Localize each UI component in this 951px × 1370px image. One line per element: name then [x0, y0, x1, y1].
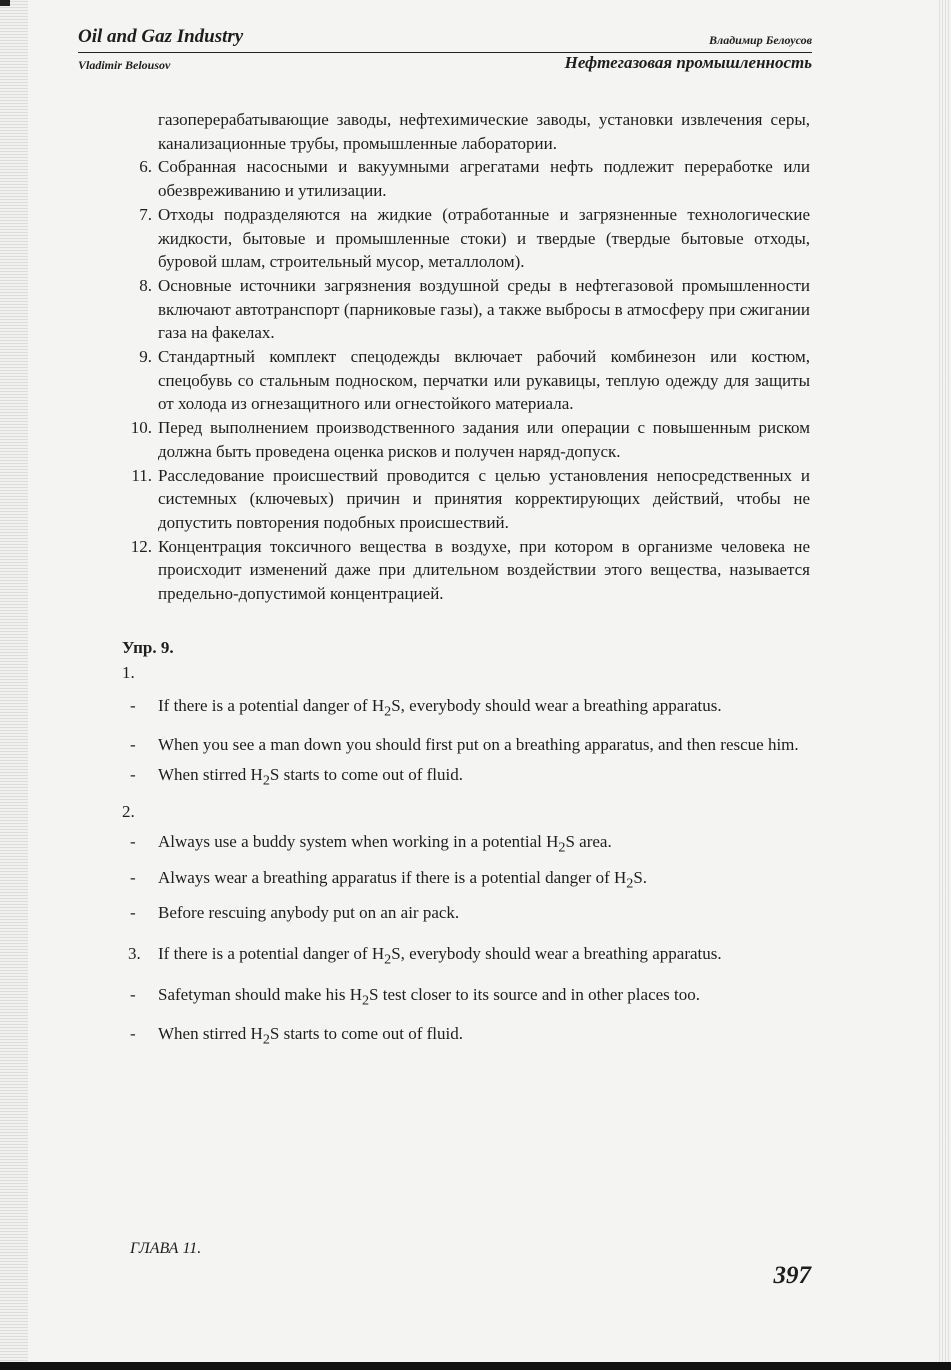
running-header: [78, 24, 812, 73]
list-item: [122, 535, 810, 606]
answer-line: - Always wear a breathing apparatus if there is a potential danger of $H_2S$.: [130, 867, 648, 892]
item-number: 10.: [130, 418, 152, 438]
exercise-answers: [122, 661, 810, 1051]
answer-line: - When stirred $H_2S$ starts to come out of fluid.: [130, 764, 464, 789]
dash-marker: -: [130, 734, 136, 754]
answer-line: - Before rescuing anybody put on an air pack.: [122, 901, 810, 925]
answer-line: 3. If there is a potential danger of $H_2S$, everybody should wear a breathing apparatus.: [122, 939, 810, 974]
answer-line: - Always use a buddy system when working in a potential $H_2S$ area.: [130, 832, 612, 856]
list-item: [122, 416, 810, 463]
group-number: 2.: [122, 802, 135, 822]
chapter-label: ГЛАВА 11.: [130, 1240, 202, 1257]
item-number: 9.: [139, 347, 152, 367]
item-text: Отходы подразделяются на жидкие (отработанные и загрязненные технологические жидкости, бытовые и промышленные стоки) и твердые (твердые бытовые отходы, буровой шлам, строительный мусор, металлолом).: [158, 204, 810, 272]
exercise-heading: Упр. 9.: [122, 637, 174, 657]
item-text: Собранная насосными и вакуумными агрегатами нефть подлежит переработке или обезвреживанию и утилизации.: [158, 157, 810, 201]
page-number: 397: [773, 1262, 811, 1289]
item-text: Перед выполнением производственного задания или операции с повышенным риском должна быть проведена оценка рисков и получен наряд-допуск.: [158, 418, 810, 461]
answer-line: - If there is a potential danger of $H_2S$, everybody should wear a breathing apparatus.: [122, 691, 810, 726]
answer-list: [122, 108, 810, 606]
item-text: газоперерабатывающие заводы, нефтехимические заводы, установки извлечения серы, канализационные трубы, промышленные лаборатории.: [158, 110, 810, 153]
page-body: [122, 108, 810, 1051]
list-item: [122, 155, 810, 202]
item-number: 12.: [130, 536, 152, 556]
answer-line: - When stirred $H_2S$ starts to come out of fluid.: [130, 1023, 464, 1048]
item-number: 8.: [139, 275, 152, 295]
dash-marker: -: [130, 764, 136, 784]
item-text: Основные источники загрязнения воздушной среды в нефтегазовой промышленности включают автотранспорт (парниковые газы), а также выбросы в атмосферу при сжигании газа на факелах.: [158, 275, 810, 343]
scan-right-edge: [939, 0, 951, 1370]
item-number: 11.: [131, 465, 152, 485]
item-text: Концентрация токсичного вещества в воздухе, при котором в организме человека не происходит изменений даже при длительном воздействии этого вещества, называется предельно-допустимой концентрацией.: [158, 536, 810, 604]
scan-left-edge: [0, 0, 28, 1370]
dash-marker: -: [130, 696, 136, 716]
group-number: 3.: [128, 944, 141, 964]
item-number: 7.: [139, 204, 152, 224]
header-bottom-row: [78, 53, 812, 73]
item-text: Расследование происшествий проводится с целью установления непосредственных и системных (ключевых) причин и принятия корректирующих действий, чтобы не допустить повторения подобных происшествий.: [158, 465, 810, 532]
item-number: 6.: [139, 157, 152, 177]
header-top-row: [78, 24, 812, 48]
item-text: Стандартный комплект спецодежды включает рабочий комбинезон или костюм, спецобувь со стальным подноском, перчатки или рукавицы, теплую одежду для защиты от холода из огнезащитного или огнестойкого материала.: [158, 347, 810, 414]
dash-marker: -: [130, 1023, 136, 1043]
dash-marker: -: [130, 867, 136, 887]
list-item: [122, 345, 810, 416]
dash-marker: -: [130, 985, 136, 1005]
header-author-en: Vladimir Belousov: [78, 58, 171, 72]
scan-corner-mark: [0, 0, 10, 6]
answer-line: - When you see a man down you should first put on a breathing apparatus, and then rescue him.: [122, 733, 810, 757]
list-item: [122, 203, 810, 274]
group-number: 1.: [122, 663, 135, 683]
header-book-title-ru: Нефтегазовая промышленность: [564, 53, 812, 72]
list-item: [122, 464, 810, 535]
dash-marker: -: [130, 832, 136, 852]
spacer: [122, 925, 810, 939]
list-item: [122, 108, 810, 155]
dash-marker: -: [130, 903, 136, 923]
header-author-ru: Владимир Белоусов: [709, 33, 812, 47]
list-item: [122, 274, 810, 345]
header-book-title-en: Oil and Gaz Industry: [78, 26, 244, 47]
answer-line: - Safetyman should make his $H_2S$ test closer to its source and in other places too.: [122, 980, 810, 1015]
scan-bottom-border: [0, 1362, 951, 1370]
